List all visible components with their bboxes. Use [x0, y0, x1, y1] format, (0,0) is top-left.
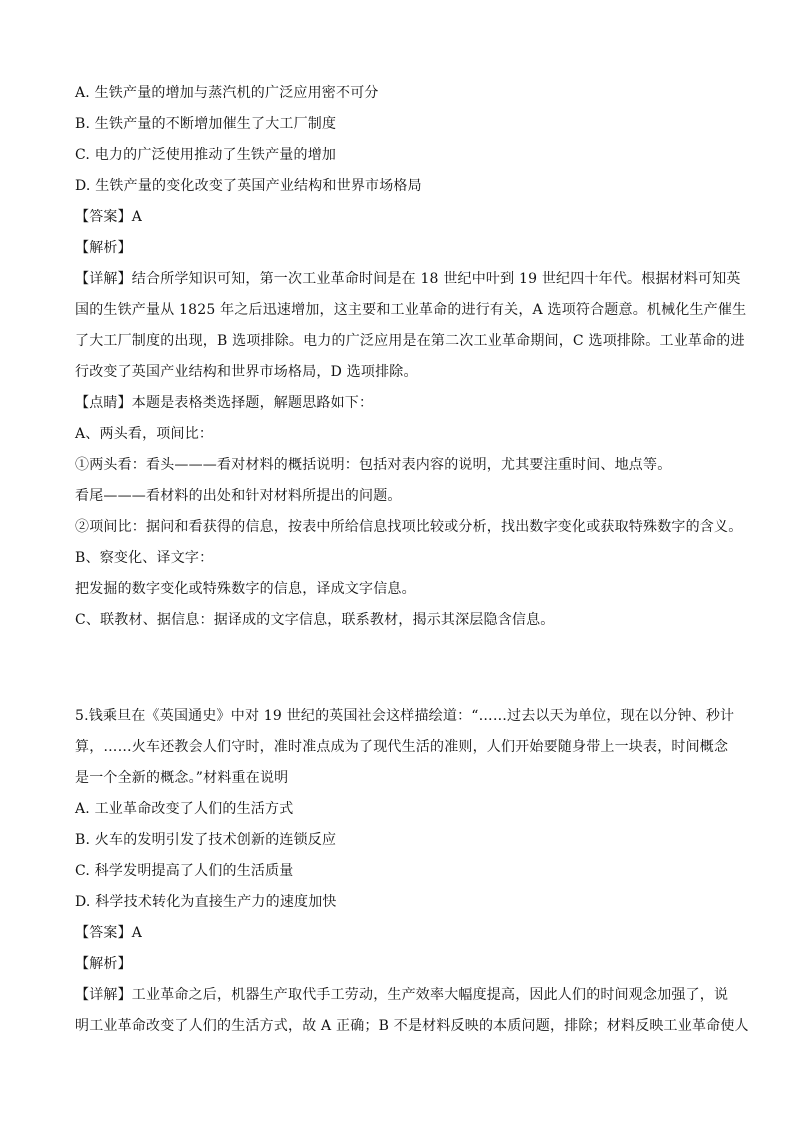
q4-option-c: C. 电力的广泛使用推动了生铁产量的增加: [75, 147, 337, 163]
q4-tip-a-3: ②项间比：据问和看获得的信息，按表中所给信息找项比较或分析，找出数字变化或获取特殊数字的含义。: [75, 519, 743, 535]
q4-tip-c: C、联教材、据信息：据译成的文字信息，联系教材，揭示其深层隐含信息。: [75, 612, 555, 628]
q5-stem-line-1: 5.钱乘旦在《英国通史》中对 19 世纪的英国社会这样描绘道：“……过去以天为单位，现在以分钟、秒计: [75, 708, 735, 724]
q5-option-c: C. 科学发明提高了人们的生活质量: [75, 863, 294, 879]
q4-option-a: A. 生铁产量的增加与蒸汽机的广泛应用密不可分: [75, 85, 379, 101]
q4-option-b: B. 生铁产量的不断增加催生了大工厂制度: [75, 116, 337, 132]
q4-tip-a-1: ①两头看：看头———看对材料的概括说明：包括对表内容的说明，尤其要注重时间、地点等。: [75, 457, 672, 473]
q5-detail-line-1: 【详解】工业革命之后，机器生产取代手工劳动，生产效率大幅度提高，因此人们的时间观念加强了，说: [75, 987, 729, 1003]
q5-analysis-heading: 【解析】: [75, 956, 132, 972]
q4-tip-a: A、两头看，项间比：: [75, 426, 214, 442]
q4-tip-b-1: 把发掘的数字变化或特殊数字的信息，译成文字信息。: [75, 581, 416, 597]
q4-tip-heading: 【点睛】本题是表格类选择题，解题思路如下：: [75, 395, 374, 411]
q4-option-d: D. 生铁产量的变化改变了英国产业结构和世界市场格局: [75, 178, 422, 194]
q4-analysis-heading: 【解析】: [75, 240, 132, 256]
q5-answer: 【答案】A: [75, 925, 143, 941]
q4-answer: 【答案】A: [75, 209, 143, 225]
q5-option-d: D. 科学技术转化为直接生产力的速度加快: [75, 894, 337, 910]
q4-detail-line-2: 国的生铁产量从 1825 年之后迅速增加，这主要和工业革命的进行有关，A 选项符合题意。机械化生产催生: [75, 302, 747, 318]
q4-tip-a-2: 看尾———看材料的出处和针对材料所提出的问题。: [75, 488, 402, 504]
q4-detail-line-4: 行改变了英国产业结构和世界市场格局，D 选项排除。: [75, 364, 418, 380]
q4-tip-b: B、察变化、译文字：: [75, 550, 214, 566]
q5-option-b: B. 火车的发明引发了技术创新的连锁反应: [75, 832, 337, 848]
q5-option-a: A. 工业革命改变了人们的生活方式: [75, 801, 294, 817]
q5-stem-line-2: 算，……火车还教会人们守时，准时准点成为了现代生活的准则，人们开始要随身带上一块表，时间概念: [75, 739, 729, 755]
q5-detail-line-2: 明工业革命改变了人们的生活方式，故 A 正确；B 不是材料反映的本质问题，排除；材料反映工业革命使人: [75, 1018, 749, 1034]
q4-detail-line-3: 了大工厂制度的出现，B 选项排除。电力的广泛应用是在第二次工业革命期间，C 选项排除。工业革命的进: [75, 333, 745, 349]
q4-detail-line-1: 【详解】结合所学知识可知，第一次工业革命时间是在 18 世纪中叶到 19 世纪四十年代。根据材料可知英: [75, 271, 741, 287]
q5-stem-line-3: 是一个全新的概念。”材料重在说明: [75, 770, 289, 786]
